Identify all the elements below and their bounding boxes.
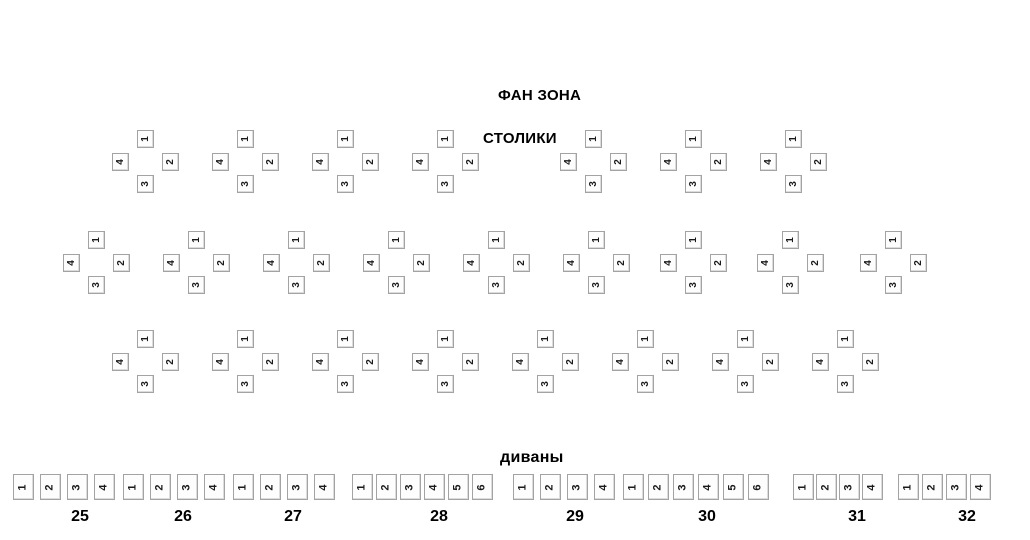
- sofa-seat[interactable]: [287, 474, 308, 500]
- seat-number: 3: [291, 483, 303, 491]
- seat-number: 4: [762, 159, 774, 165]
- seat-number: 3: [587, 181, 599, 187]
- seat-number: 2: [912, 260, 924, 266]
- seat-number: 3: [784, 282, 796, 288]
- table-cluster: [511, 329, 579, 393]
- sofa-seat[interactable]: [946, 474, 967, 500]
- table-cluster: [759, 129, 827, 193]
- table-seat[interactable]: [337, 375, 354, 393]
- seat-number: 1: [239, 136, 251, 142]
- sofa-seat[interactable]: [748, 474, 769, 500]
- table-seat[interactable]: [163, 254, 180, 272]
- seat-number: 1: [787, 136, 799, 142]
- seat-number: 2: [154, 483, 166, 491]
- sofa-seat[interactable]: [233, 474, 254, 500]
- seat-number: 2: [926, 483, 938, 491]
- table-seat[interactable]: [213, 254, 230, 272]
- table-seat[interactable]: [237, 175, 254, 193]
- table-seat[interactable]: [512, 353, 529, 371]
- table-cluster: [362, 230, 430, 294]
- seat-number: 1: [17, 483, 29, 491]
- sofa-group-label: 27: [284, 508, 302, 525]
- seat-number: 2: [612, 159, 624, 165]
- table-seat[interactable]: [782, 231, 799, 249]
- table-seat[interactable]: [63, 254, 80, 272]
- seat-number: 4: [214, 159, 226, 165]
- seat-number: 5: [727, 483, 739, 491]
- seat-number: 1: [687, 136, 699, 142]
- table-seat[interactable]: [437, 130, 454, 148]
- table-seat[interactable]: [782, 276, 799, 294]
- table-cluster: [262, 230, 330, 294]
- sofa-group-label: 31: [848, 508, 866, 525]
- seat-number: 1: [784, 237, 796, 243]
- table-seat[interactable]: [288, 276, 305, 294]
- table-seat[interactable]: [660, 254, 677, 272]
- sofa-seat[interactable]: [123, 474, 144, 500]
- seat-number: 3: [571, 483, 583, 491]
- seat-number: 2: [809, 260, 821, 266]
- sofa-group-label: 25: [71, 508, 89, 525]
- table-seat[interactable]: [113, 254, 130, 272]
- seat-number: 3: [390, 282, 402, 288]
- seat-number: 1: [739, 336, 751, 342]
- table-seat[interactable]: [237, 130, 254, 148]
- table-seat[interactable]: [562, 353, 579, 371]
- seat-number: 2: [164, 159, 176, 165]
- sofa-group-label: 29: [566, 508, 584, 525]
- seat-number: 3: [139, 181, 151, 187]
- sofa-seat[interactable]: [723, 474, 744, 500]
- sofa-seat[interactable]: [594, 474, 615, 500]
- seat-number: 2: [615, 260, 627, 266]
- table-seat[interactable]: [588, 276, 605, 294]
- seat-number: 4: [702, 483, 714, 491]
- table-cluster: [111, 329, 179, 393]
- seat-number: 3: [539, 381, 551, 387]
- seat-number: 6: [752, 483, 764, 491]
- sofa-seat[interactable]: [40, 474, 61, 500]
- seat-number: 3: [490, 282, 502, 288]
- seat-number: 4: [714, 359, 726, 365]
- seat-number: 2: [464, 359, 476, 365]
- seat-number: 1: [90, 237, 102, 243]
- table-seat[interactable]: [137, 330, 154, 348]
- seat-number: 2: [712, 260, 724, 266]
- table-cluster: [659, 129, 727, 193]
- seat-number: 4: [208, 483, 220, 491]
- sofa-seat[interactable]: [94, 474, 115, 500]
- table-seat[interactable]: [660, 153, 677, 171]
- sofa-group-label: 28: [430, 508, 448, 525]
- seat-number: 2: [115, 260, 127, 266]
- table-seat[interactable]: [288, 231, 305, 249]
- seat-number: 3: [71, 483, 83, 491]
- sofa-seat[interactable]: [424, 474, 445, 500]
- sofa-seat[interactable]: [376, 474, 397, 500]
- seat-number: 2: [712, 159, 724, 165]
- seat-number: 2: [415, 260, 427, 266]
- sofa-seat[interactable]: [698, 474, 719, 500]
- table-cluster: [211, 329, 279, 393]
- table-seat[interactable]: [188, 231, 205, 249]
- sofa-seat[interactable]: [314, 474, 335, 500]
- seat-number: 2: [652, 483, 664, 491]
- table-seat[interactable]: [388, 231, 405, 249]
- seat-number: 2: [515, 260, 527, 266]
- seat-number: 2: [364, 159, 376, 165]
- seat-number: 2: [544, 483, 556, 491]
- table-seat[interactable]: [137, 130, 154, 148]
- seat-number: 1: [797, 483, 809, 491]
- table-seat[interactable]: [488, 231, 505, 249]
- sofa-seat[interactable]: [177, 474, 198, 500]
- table-seat[interactable]: [513, 254, 530, 272]
- seat-number: 3: [181, 483, 193, 491]
- table-seat[interactable]: [710, 153, 727, 171]
- seat-number: 3: [139, 381, 151, 387]
- seat-number: 3: [439, 381, 451, 387]
- seat-number: 2: [464, 159, 476, 165]
- table-seat[interactable]: [837, 375, 854, 393]
- seat-number: 4: [514, 359, 526, 365]
- sofa-seat[interactable]: [540, 474, 561, 500]
- seat-number: 4: [662, 260, 674, 266]
- sofa-seat[interactable]: [260, 474, 281, 500]
- seat-number: 3: [239, 381, 251, 387]
- seat-number: 3: [290, 282, 302, 288]
- table-cluster: [162, 230, 230, 294]
- table-seat[interactable]: [563, 254, 580, 272]
- table-seat[interactable]: [337, 175, 354, 193]
- table-seat[interactable]: [760, 153, 777, 171]
- table-seat[interactable]: [488, 276, 505, 294]
- table-seat[interactable]: [585, 130, 602, 148]
- table-seat[interactable]: [537, 330, 554, 348]
- seat-number: 4: [428, 483, 440, 491]
- seat-number: 2: [164, 359, 176, 365]
- seat-number: 2: [264, 159, 276, 165]
- table-seat[interactable]: [837, 330, 854, 348]
- table-seat[interactable]: [88, 276, 105, 294]
- sofa-seat[interactable]: [970, 474, 991, 500]
- sofa-seat[interactable]: [816, 474, 837, 500]
- table-seat[interactable]: [337, 330, 354, 348]
- table-seat[interactable]: [685, 276, 702, 294]
- sofa-seat[interactable]: [623, 474, 644, 500]
- table-seat[interactable]: [337, 130, 354, 148]
- seat-number: 1: [517, 483, 529, 491]
- table-seat[interactable]: [785, 175, 802, 193]
- seat-number: 2: [264, 359, 276, 365]
- table-seat[interactable]: [88, 231, 105, 249]
- seat-number: 4: [598, 483, 610, 491]
- seat-number: 4: [265, 260, 277, 266]
- seat-number: 3: [787, 181, 799, 187]
- table-seat[interactable]: [462, 153, 479, 171]
- table-seat[interactable]: [262, 353, 279, 371]
- table-cluster: [659, 230, 727, 294]
- table-seat[interactable]: [412, 353, 429, 371]
- seat-number: 1: [339, 336, 351, 342]
- sofa-seat[interactable]: [67, 474, 88, 500]
- table-seat[interactable]: [762, 353, 779, 371]
- seat-number: 3: [677, 483, 689, 491]
- table-seat[interactable]: [712, 353, 729, 371]
- sofas-heading: диваны: [500, 449, 564, 466]
- sofa-seat[interactable]: [13, 474, 34, 500]
- table-seat[interactable]: [785, 130, 802, 148]
- table-cluster: [711, 329, 779, 393]
- table-cluster: [311, 129, 379, 193]
- table-seat[interactable]: [685, 231, 702, 249]
- seat-number: 3: [239, 181, 251, 187]
- seat-number: 3: [190, 282, 202, 288]
- table-seat[interactable]: [560, 153, 577, 171]
- seat-number: 2: [820, 483, 832, 491]
- seat-number: 1: [439, 336, 451, 342]
- table-seat[interactable]: [362, 153, 379, 171]
- seat-number: 1: [237, 483, 249, 491]
- seat-number: 1: [839, 336, 851, 342]
- seat-number: 4: [414, 359, 426, 365]
- table-seat[interactable]: [237, 330, 254, 348]
- table-seat[interactable]: [588, 231, 605, 249]
- table-cluster: [411, 329, 479, 393]
- seat-number: 4: [614, 359, 626, 365]
- table-seat[interactable]: [437, 375, 454, 393]
- seat-number: 4: [114, 159, 126, 165]
- table-cluster: [859, 230, 927, 294]
- seat-number: 2: [264, 483, 276, 491]
- seat-number: 3: [950, 483, 962, 491]
- table-cluster: [311, 329, 379, 393]
- table-seat[interactable]: [885, 231, 902, 249]
- tables-heading: СТОЛИКИ: [483, 130, 557, 147]
- seat-number: 4: [65, 260, 77, 266]
- table-seat[interactable]: [862, 353, 879, 371]
- table-seat[interactable]: [662, 353, 679, 371]
- table-seat[interactable]: [860, 254, 877, 272]
- seat-number: 4: [314, 159, 326, 165]
- seat-number: 2: [564, 359, 576, 365]
- table-seat[interactable]: [112, 153, 129, 171]
- seat-number: 2: [764, 359, 776, 365]
- seat-number: 1: [139, 336, 151, 342]
- seat-number: 4: [465, 260, 477, 266]
- table-seat[interactable]: [610, 153, 627, 171]
- seat-number: 3: [887, 282, 899, 288]
- seat-number: 4: [165, 260, 177, 266]
- table-seat[interactable]: [810, 153, 827, 171]
- seat-number: 4: [314, 359, 326, 365]
- seat-number: 2: [864, 359, 876, 365]
- table-seat[interactable]: [612, 353, 629, 371]
- sofa-seat[interactable]: [204, 474, 225, 500]
- table-seat[interactable]: [212, 353, 229, 371]
- table-seat[interactable]: [237, 375, 254, 393]
- seat-number: 6: [476, 483, 488, 491]
- seat-number: 3: [687, 181, 699, 187]
- sofa-seat[interactable]: [839, 474, 860, 500]
- seat-number: 1: [190, 237, 202, 243]
- table-seat[interactable]: [437, 175, 454, 193]
- seat-number: 4: [662, 159, 674, 165]
- table-seat[interactable]: [537, 375, 554, 393]
- seat-number: 4: [974, 483, 986, 491]
- table-seat[interactable]: [685, 130, 702, 148]
- seat-number: 1: [887, 237, 899, 243]
- seat-number: 4: [862, 260, 874, 266]
- table-seat[interactable]: [413, 254, 430, 272]
- sofa-seat[interactable]: [648, 474, 669, 500]
- table-seat[interactable]: [463, 254, 480, 272]
- sofa-seat[interactable]: [513, 474, 534, 500]
- seat-number: 1: [290, 237, 302, 243]
- seat-number: 4: [562, 159, 574, 165]
- seat-number: 1: [687, 237, 699, 243]
- table-seat[interactable]: [757, 254, 774, 272]
- seat-number: 2: [380, 483, 392, 491]
- sofa-group-label: 32: [958, 508, 976, 525]
- seat-number: 2: [44, 483, 56, 491]
- table-seat[interactable]: [388, 276, 405, 294]
- seat-number: 3: [639, 381, 651, 387]
- table-cluster: [62, 230, 130, 294]
- table-seat[interactable]: [313, 254, 330, 272]
- seat-number: 2: [315, 260, 327, 266]
- sofa-seat[interactable]: [898, 474, 919, 500]
- seat-number: 4: [98, 483, 110, 491]
- seat-number: 3: [339, 181, 351, 187]
- sofa-seat[interactable]: [150, 474, 171, 500]
- table-cluster: [111, 129, 179, 193]
- seat-number: 2: [364, 359, 376, 365]
- table-cluster: [411, 129, 479, 193]
- seat-number: 1: [590, 237, 602, 243]
- seat-number: 5: [452, 483, 464, 491]
- table-seat[interactable]: [462, 353, 479, 371]
- seat-number: 3: [843, 483, 855, 491]
- table-seat[interactable]: [212, 153, 229, 171]
- table-seat[interactable]: [412, 153, 429, 171]
- seat-number: 3: [90, 282, 102, 288]
- sofa-seat[interactable]: [793, 474, 814, 500]
- table-seat[interactable]: [737, 330, 754, 348]
- table-seat[interactable]: [362, 353, 379, 371]
- seat-number: 4: [759, 260, 771, 266]
- seat-number: 1: [356, 483, 368, 491]
- seat-number: 2: [664, 359, 676, 365]
- table-seat[interactable]: [710, 254, 727, 272]
- sofa-seat[interactable]: [567, 474, 588, 500]
- seat-number: 1: [139, 136, 151, 142]
- table-seat[interactable]: [137, 175, 154, 193]
- seat-number: 1: [127, 483, 139, 491]
- table-seat[interactable]: [112, 353, 129, 371]
- seat-number: 3: [404, 483, 416, 491]
- table-seat[interactable]: [637, 375, 654, 393]
- sofa-seat[interactable]: [673, 474, 694, 500]
- seat-number: 1: [902, 483, 914, 491]
- sofa-seat[interactable]: [400, 474, 421, 500]
- table-seat[interactable]: [685, 175, 702, 193]
- seat-number: 2: [812, 159, 824, 165]
- table-seat[interactable]: [613, 254, 630, 272]
- seat-number: 4: [318, 483, 330, 491]
- table-seat[interactable]: [437, 330, 454, 348]
- seat-number: 4: [814, 359, 826, 365]
- table-seat[interactable]: [312, 353, 329, 371]
- seat-number: 3: [590, 282, 602, 288]
- seat-number: 1: [490, 237, 502, 243]
- seat-number: 4: [866, 483, 878, 491]
- table-cluster: [811, 329, 879, 393]
- sofa-seat[interactable]: [472, 474, 493, 500]
- seat-number: 1: [239, 336, 251, 342]
- table-seat[interactable]: [807, 254, 824, 272]
- table-cluster: [559, 129, 627, 193]
- table-seat[interactable]: [162, 153, 179, 171]
- table-seat[interactable]: [585, 175, 602, 193]
- table-cluster: [611, 329, 679, 393]
- sofa-group-label: 30: [698, 508, 716, 525]
- table-seat[interactable]: [263, 254, 280, 272]
- fan-zone-heading: ФАН ЗОНА: [498, 87, 582, 104]
- sofa-group-label: 26: [174, 508, 192, 525]
- seat-number: 3: [839, 381, 851, 387]
- seat-number: 4: [565, 260, 577, 266]
- seat-number: 3: [739, 381, 751, 387]
- seat-number: 1: [539, 336, 551, 342]
- sofa-seat[interactable]: [922, 474, 943, 500]
- sofa-seat[interactable]: [448, 474, 469, 500]
- table-cluster: [211, 129, 279, 193]
- table-seat[interactable]: [312, 153, 329, 171]
- seat-number: 1: [390, 237, 402, 243]
- table-seat[interactable]: [162, 353, 179, 371]
- seat-number: 4: [114, 359, 126, 365]
- seat-number: 1: [639, 336, 651, 342]
- table-seat[interactable]: [188, 276, 205, 294]
- table-cluster: [562, 230, 630, 294]
- seat-number: 4: [365, 260, 377, 266]
- seat-number: 2: [215, 260, 227, 266]
- seat-number: 1: [627, 483, 639, 491]
- table-seat[interactable]: [812, 353, 829, 371]
- table-seat[interactable]: [885, 276, 902, 294]
- table-seat[interactable]: [737, 375, 754, 393]
- seat-number: 4: [214, 359, 226, 365]
- seat-number: 1: [339, 136, 351, 142]
- table-seat[interactable]: [637, 330, 654, 348]
- table-seat[interactable]: [363, 254, 380, 272]
- table-cluster: [462, 230, 530, 294]
- table-seat[interactable]: [137, 375, 154, 393]
- table-seat[interactable]: [910, 254, 927, 272]
- seat-number: 4: [414, 159, 426, 165]
- sofa-seat[interactable]: [352, 474, 373, 500]
- seat-number: 1: [439, 136, 451, 142]
- seat-number: 1: [587, 136, 599, 142]
- seat-number: 3: [439, 181, 451, 187]
- table-cluster: [756, 230, 824, 294]
- sofa-seat[interactable]: [862, 474, 883, 500]
- seat-number: 3: [339, 381, 351, 387]
- table-seat[interactable]: [262, 153, 279, 171]
- seat-number: 3: [687, 282, 699, 288]
